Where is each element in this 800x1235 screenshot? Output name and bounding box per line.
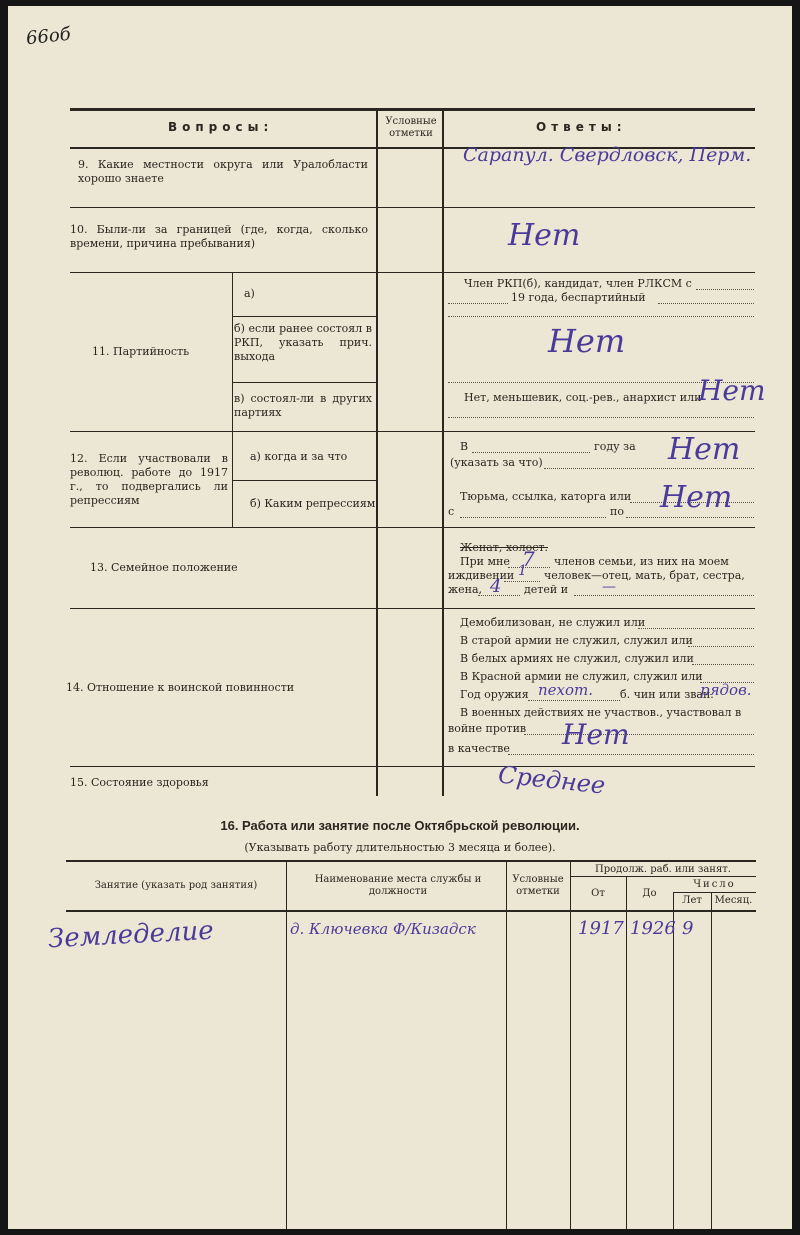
row-occupation: Земледелие	[47, 915, 215, 955]
row-place: д. Ключевка Ф/Кизадск	[290, 920, 476, 938]
q11-c-answer: Нет	[698, 374, 766, 407]
q14-line2: В старой армии не служил, служил или	[460, 634, 693, 647]
q13-line2b: членов семьи, из них на моем	[554, 555, 729, 568]
col-period: Продолж. раб. или занят.	[595, 864, 731, 875]
header-questions: Вопросы:	[168, 120, 274, 134]
q11-a-printed-2: 19 года, беспартийный	[511, 291, 646, 304]
col-place: Наименование места службы и должности	[314, 874, 482, 897]
q13-children: 4	[490, 576, 502, 597]
document-page	[8, 6, 792, 1229]
q13-wife-count: 1	[518, 563, 527, 579]
q12-b-printed-1: Тюрьма, ссылка, каторга или	[460, 490, 632, 503]
sub-question-rule	[232, 272, 233, 527]
q14-line8: в качестве	[448, 742, 510, 755]
q14-war-answer: Нет	[562, 718, 630, 751]
q11-c-label: в) состоял-ли в других партиях	[234, 392, 372, 419]
q12-b-printed-3: по	[610, 505, 624, 518]
q10-question: 10. Были-ли за границей (где, когда, сколько времени, причина пребывания)	[70, 223, 368, 250]
q13-title: 13. Семейное положение	[90, 561, 238, 574]
q15-title: 15. Состояние здоровья	[70, 776, 209, 789]
q11-a-printed-1: Член РКП(б), кандидат, член РЛКСМ с	[464, 277, 692, 290]
q9-answer: Сарапул. Свердловск, Перм.	[463, 144, 752, 166]
col-from: От	[591, 888, 605, 899]
q14-line4: В Красной армии не служил, служил или	[460, 670, 703, 683]
q14-line7: войне против	[448, 722, 527, 735]
section16-title: 16. Работа или занятие после Октябрьской революции.	[220, 818, 580, 833]
q12-a-label: а) когда и за что	[250, 450, 348, 463]
archive-page-number: 66об	[25, 23, 72, 50]
q14-line5b: б. чин или зван.	[620, 688, 714, 701]
q14-weapon: пехот.	[538, 681, 594, 699]
row-from: 1917	[578, 918, 624, 939]
q12-b-label: б) Каким репрессиям	[250, 497, 376, 510]
q10-answer: Нет	[508, 218, 581, 253]
q11-a-label: а)	[244, 287, 255, 300]
q14-line3: В белых армиях не служил, служил или	[460, 652, 694, 665]
q13-other: —	[602, 579, 616, 595]
header-answers: Ответы:	[536, 120, 627, 134]
q14-line1: Демобилизован, не служил или	[460, 616, 646, 629]
section16-subtitle: (Указывать работу длительностью 3 месяца и более).	[244, 841, 556, 854]
q12-b-answer: Нет	[660, 480, 733, 515]
q12-a-printed-2: году за	[594, 440, 636, 453]
col-to: До	[642, 888, 657, 899]
row-years: 9	[682, 918, 694, 939]
q15-answer: Среднее	[496, 760, 607, 800]
q11-c-printed: Нет, меньшевик, соц.-рев., анархист или	[464, 391, 702, 404]
col-years: Лет	[682, 895, 702, 906]
marks-right-rule	[442, 108, 444, 796]
q14-rank: рядов.	[700, 681, 752, 699]
q12-b-printed-2: с	[448, 505, 455, 518]
q11-b-label: б) если ранее состоял в РКП, указать прич. выхода	[234, 322, 372, 363]
q11-b-answer: Нет	[548, 322, 626, 360]
col-marks: Условные отметки	[512, 874, 564, 897]
q13-line3a: иждивении	[448, 569, 515, 582]
q12-a-printed-1: В	[460, 440, 469, 453]
header-marks: Условные отметки	[385, 116, 437, 139]
q13-line3b: человек—отец, мать, брат, сестра,	[544, 569, 745, 582]
marks-left-rule	[376, 108, 378, 796]
q14-line5a: Год оружия	[460, 688, 529, 701]
q14-line6: В военных действиях не участвов., участвовал в	[460, 706, 742, 719]
q13-line2a: При мне	[460, 555, 510, 568]
q13-line4a: жена,	[448, 583, 483, 596]
col-occupation: Занятие (указать род занятия)	[94, 880, 258, 891]
q9-question: 9. Какие местности округа или Уралобласти хорошо знаете	[78, 158, 368, 185]
q11-title: 11. Партийность	[92, 345, 190, 358]
q12-a-printed-3: (указать за что)	[450, 456, 543, 469]
q13-line4b: детей и	[524, 583, 569, 596]
q13-line1: Женат, холост.	[460, 541, 549, 554]
q12-a-answer: Нет	[668, 432, 741, 467]
q13-members: 7	[522, 547, 535, 571]
row-to: 1926	[630, 918, 676, 939]
q14-title: 14. Отношение к воинской повинности	[66, 681, 295, 694]
col-months: Месяц.	[714, 895, 753, 906]
col-count: Число	[693, 879, 736, 890]
q12-title: 12. Если участвовали в революц. работе до 1917 г., то подвергались ли репрессиям	[70, 452, 228, 507]
table-top-rule	[70, 108, 755, 111]
